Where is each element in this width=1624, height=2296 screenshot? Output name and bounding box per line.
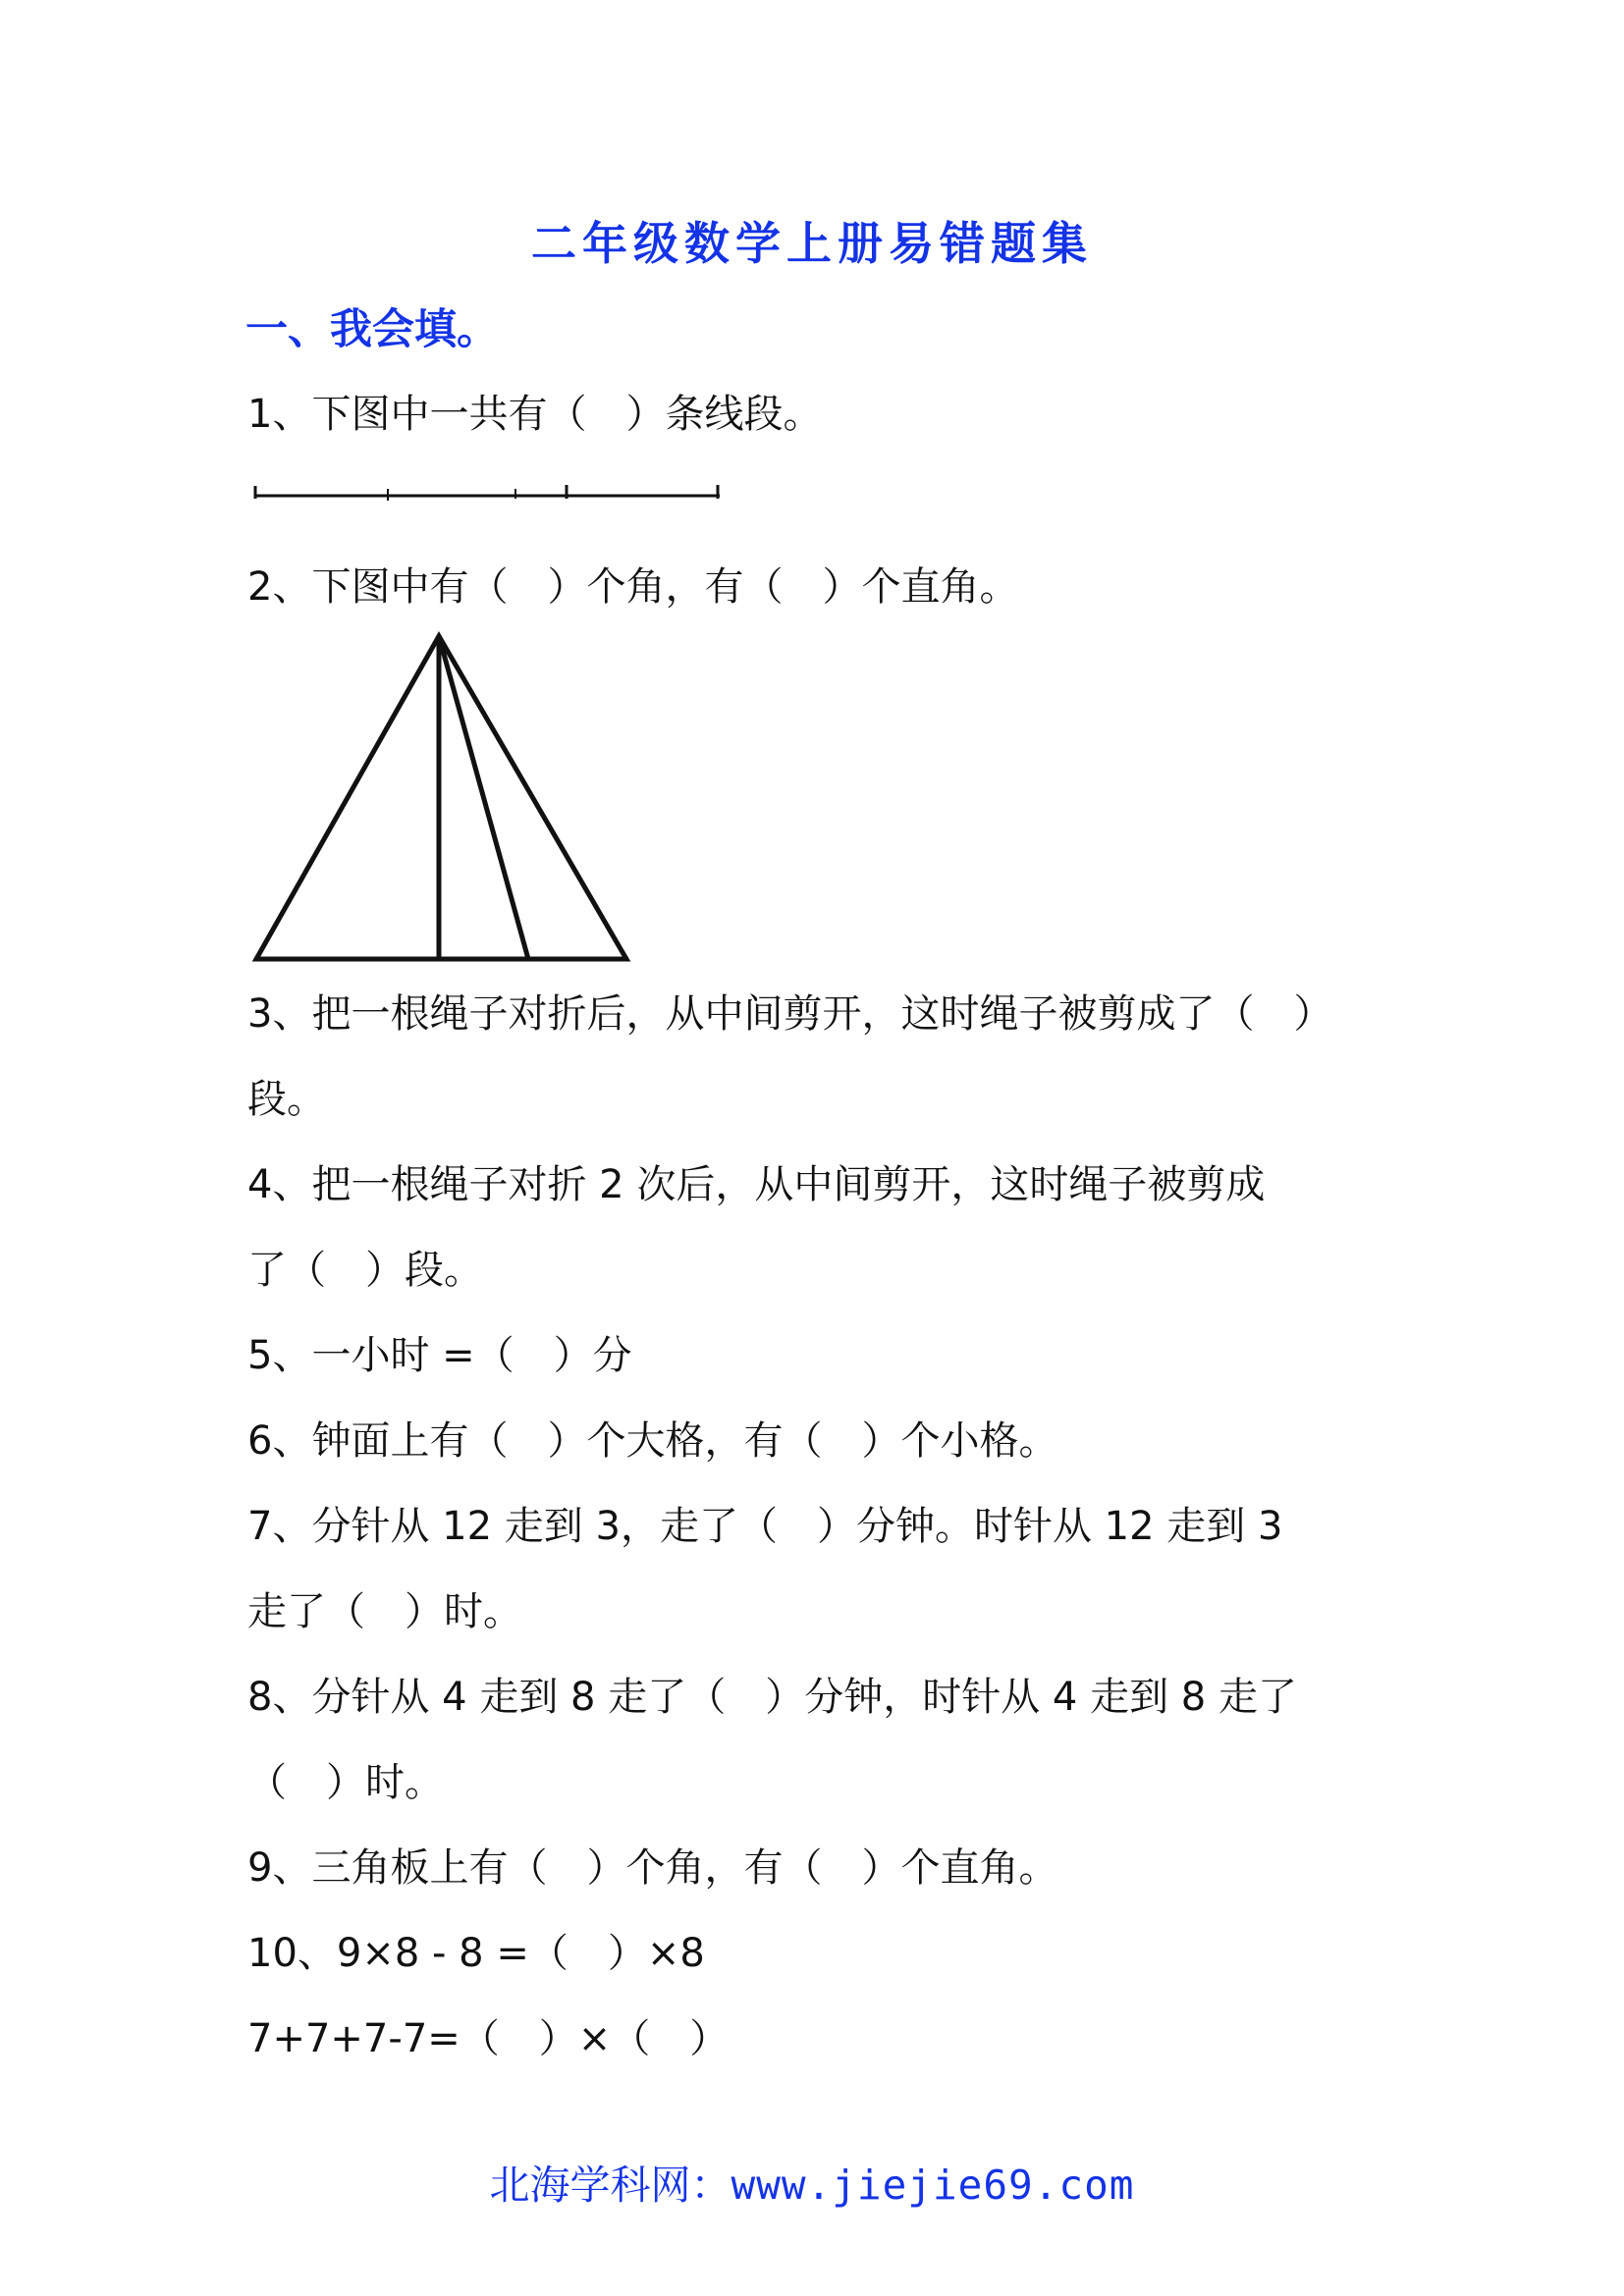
question-6: 6、钟面上有（ ）个大格，有（ ）个小格。 xyxy=(247,1418,1058,1464)
footer-watermark xyxy=(0,2153,1624,2211)
question-10-line-2: 7+7+7-7=（ ）×（ ） xyxy=(247,2016,730,2061)
question-7-line-1: 7、分针从 12 走到 3，走了（ ）分钟。时针从 12 走到 3 xyxy=(247,1504,1283,1549)
question-8-line-2: （ ）时。 xyxy=(247,1760,444,1805)
question-10-line-1: 10、9×8 - 8 =（ ）×8 xyxy=(247,1931,705,1976)
question-3-line-2: 段。 xyxy=(247,1077,326,1122)
question-5: 5、一小时 =（ ）分 xyxy=(247,1333,632,1378)
triangle-angle-figure xyxy=(250,628,633,967)
question-8-line-1: 8、分针从 4 走到 8 走了（ ）分钟，时针从 4 走到 8 走了 xyxy=(247,1675,1297,1720)
section-heading: 一、我会填。 xyxy=(245,305,499,354)
page-title: 二年级数学上册易错题集 xyxy=(531,217,1093,270)
inner-line-slanted xyxy=(439,636,528,959)
footer-url[interactable]: www.jiejie69.com xyxy=(731,2162,1135,2209)
line-segment-figure xyxy=(250,479,722,508)
question-1: 1、下图中一共有（ ）条线段。 xyxy=(247,392,823,437)
question-7-line-2: 走了（ ）时。 xyxy=(247,1589,522,1634)
question-4-line-2: 了（ ）段。 xyxy=(247,1248,483,1293)
question-3-line-1: 3、把一根绳子对折后，从中间剪开，这时绳子被剪成了（ ） xyxy=(247,991,1333,1037)
question-4-line-1: 4、把一根绳子对折 2 次后，从中间剪开，这时绳子被剪成 xyxy=(247,1162,1266,1207)
question-9: 9、三角板上有（ ）个角，有（ ）个直角。 xyxy=(247,1845,1058,1891)
footer-site-name: 北海学科网： xyxy=(489,2162,731,2209)
question-2: 2、下图中有（ ）个角，有（ ）个直角。 xyxy=(247,564,1019,610)
